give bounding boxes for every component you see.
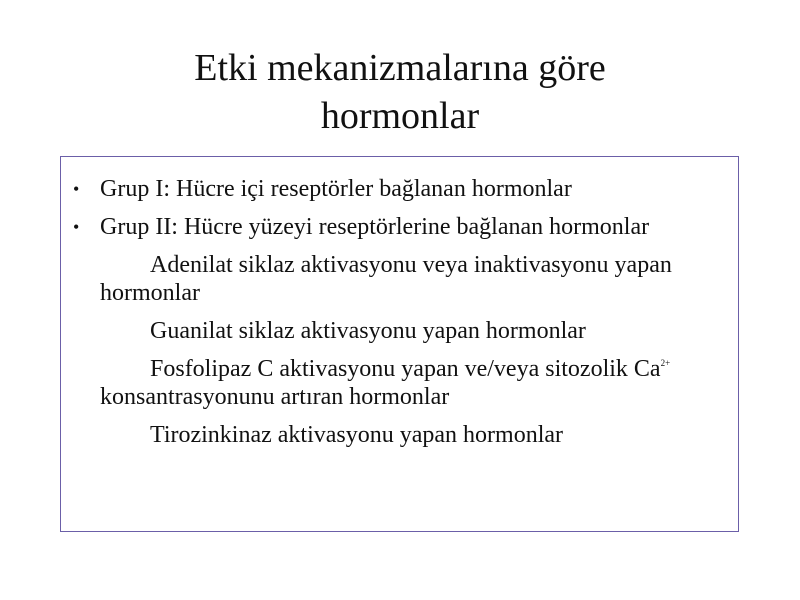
subitem-tyrosine-kinase: [61, 421, 740, 449]
bullet-item-group-1: [61, 175, 740, 203]
bullet-icon: •: [73, 217, 80, 237]
title-line-2: hormonlar: [320, 95, 480, 137]
calcium-superscript: 2+: [660, 358, 671, 368]
bullet-text: Grup II: Hücre yüzeyi reseptörlerine bağlanan hormonlar: [100, 214, 650, 240]
subitem-guanylate-cyclase: [61, 317, 740, 345]
subitem-text: Adenilat siklaz aktivasyonu veya inaktivasyonu yapan hormonlar: [100, 252, 672, 306]
subitem-text: Guanilat siklaz aktivasyonu yapan hormonlar: [150, 318, 586, 344]
subitem-phospholipase-c: [61, 355, 740, 411]
subitem-adenylate-cyclase: [61, 251, 740, 307]
slide-title: [0, 44, 800, 140]
bullet-text: Grup I: Hücre içi reseptörler bağlanan hormonlar: [100, 176, 572, 202]
content-list: [61, 175, 740, 459]
content-box: [60, 156, 739, 532]
subitem-text-after: konsantrasyonunu artıran hormonlar: [100, 384, 450, 410]
title-line-1: Etki mekanizmalarına göre: [194, 47, 606, 89]
bullet-icon: •: [73, 179, 80, 199]
subitem-text-before: Fosfolipaz C aktivasyonu yapan ve/veya sitozolik Ca: [150, 356, 661, 382]
bullet-item-group-2: [61, 213, 740, 241]
subitem-text: Tirozinkinaz aktivasyonu yapan hormonlar: [150, 422, 564, 448]
